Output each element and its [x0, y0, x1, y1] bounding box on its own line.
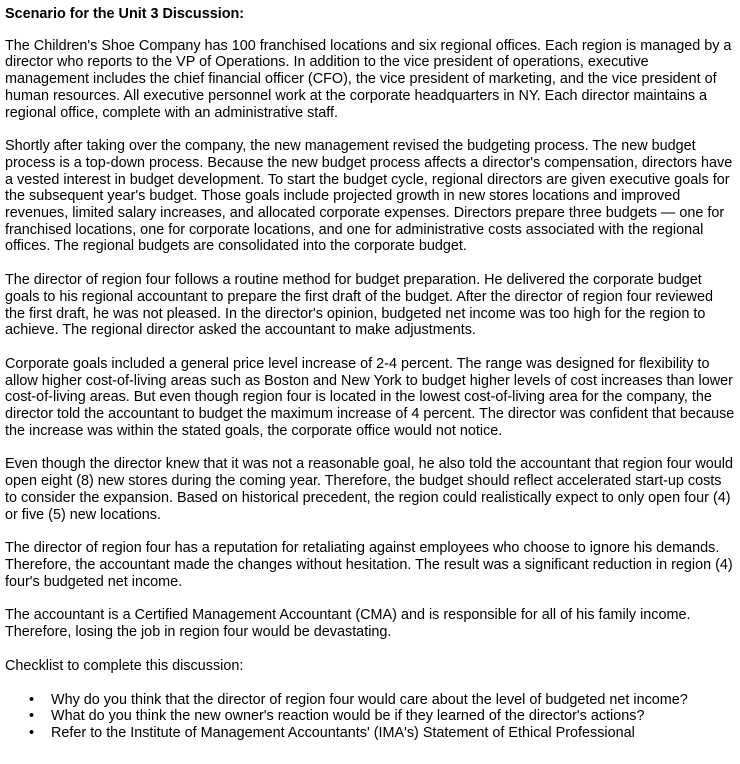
bullet-icon: •: [29, 708, 35, 725]
checklist: [5, 692, 736, 742]
paragraph-budget-process: Shortly after taking over the company, the new management revised the budgeting process. The new budget process is a top-down process. Because the new budget process affects a director's compensation, directors have a vested interest in budget development. To start the budget cycle, regional directors are given executive goals for the subsequent year's budget. Those goals include projected growth in new stores locations and improved revenues, limited salary increases, and allocated corporate expenses. Directors prepare three budgets — one for franchised locations, one for corporate locations, and one for administrative costs associated with the regional offices. The regional budgets are consolidated into the corporate budget.: [5, 138, 733, 255]
paragraph-region-four-method: The director of region four follows a routine method for budget preparation. He delivered the corporate budget goals to his regional accountant to prepare the first draft of the budget. After the director of region four reviewed the first draft, he was not pleased. In the director's opinion, budgeted net income was too high for the region to achieve. The regional director asked the accountant to make adjustments.: [5, 272, 713, 339]
paragraph-new-stores: Even though the director knew that it was not a reasonable goal, he also told the accountant that region four would open eight (8) new stores during the coming year. Therefore, the budget should reflect accelerated start-up costs to consider the expansion. Based on historical precedent, the region could realistically expect to only open four (4) or five (5) new locations.: [5, 456, 733, 523]
paragraph-company-overview: The Children's Shoe Company has 100 franchised locations and six regional offices. Each region is managed by a director who reports to the VP of Operations. In addition to the vice president of operations, executive management includes the chief financial officer (CFO), the vice president of marketing, and the vice president of human resources. All executive personnel work at the corporate headquarters in NY. Each director maintains a regional office, complete with an administrative staff.: [5, 37, 732, 121]
checklist-item: [29, 725, 736, 742]
checklist-item: [29, 692, 736, 709]
scenario-heading: Scenario for the Unit 3 Discussion:: [5, 6, 245, 22]
paragraph-cma: The accountant is a Certified Management Accountant (CMA) and is responsible for all of his family income. Therefore, losing the job in region four would be devastating.: [5, 607, 691, 641]
checklist-item-text: Refer to the Institute of Management Accountants' (IMA's) Statement of Ethical Professional: [51, 724, 635, 741]
checklist-item-text: What do you think the new owner's reaction would be if they learned of the director's actions?: [51, 708, 645, 725]
bullet-icon: •: [29, 691, 35, 708]
paragraph-retaliation: The director of region four has a reputation for retaliating against employees who choose to ignore his demands. Therefore, the accountant made the changes without hesitation. The result was a significant reduction in region (4) four's budgeted net income.: [5, 540, 733, 590]
checklist-label: Checklist to complete this discussion:: [5, 657, 244, 674]
checklist-item: [29, 708, 736, 725]
checklist-item-text: Why do you think that the director of region four would care about the level of budgeted net income?: [51, 691, 688, 708]
bullet-icon: •: [29, 724, 35, 741]
paragraph-price-level-goals: Corporate goals included a general price level increase of 2-4 percent. The range was designed for flexibility to allow higher cost-of-living areas such as Boston and New York to budget higher levels of cost increases than lower cost-of-living areas. But even though region four is located in the lowest cost-of-living area for the company, the director told the accountant to budget the maximum increase of 4 percent. The director was confident that because the increase was within the stated goals, the corporate office would not notice.: [5, 355, 735, 439]
